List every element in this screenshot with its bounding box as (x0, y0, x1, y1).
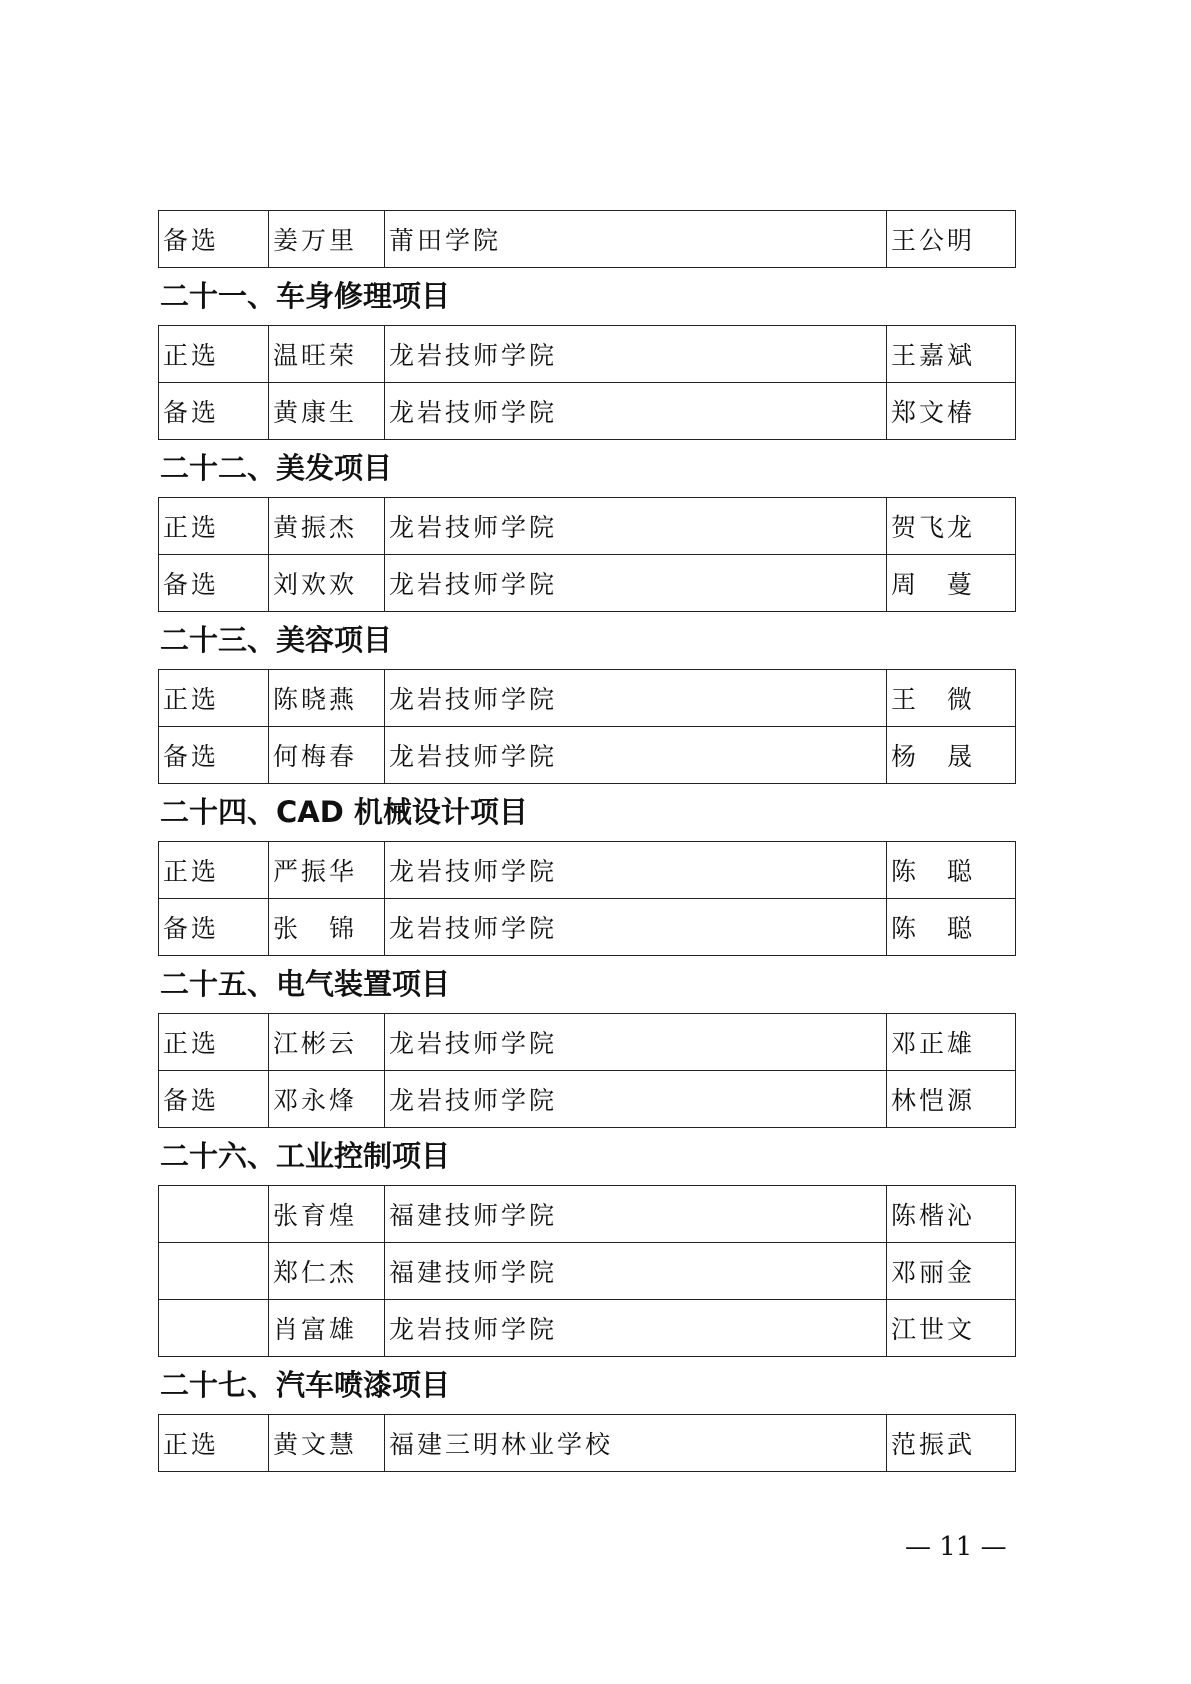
contestant-name-cell: 姜万里 (269, 211, 385, 268)
contestant-name-cell: 张育煌 (269, 1186, 385, 1243)
table-row (159, 383, 1016, 440)
coach-cell: 陈 聪 (887, 899, 1016, 956)
page-number: — 11 — (905, 1532, 1007, 1562)
contestant-name-cell: 何梅春 (269, 727, 385, 784)
coach-cell: 王嘉斌 (887, 326, 1016, 383)
school-cell: 龙岩技师学院 (385, 1071, 887, 1128)
coach-cell: 陈楷沁 (887, 1186, 1016, 1243)
school-cell: 福建技师学院 (385, 1243, 887, 1300)
contestant-name-cell: 肖富雄 (269, 1300, 385, 1357)
selection-status-cell (159, 1300, 269, 1357)
section-title: 二十一、车身修理项目 (160, 279, 451, 313)
table-row (159, 1014, 1016, 1071)
school-cell: 莆田学院 (385, 211, 887, 268)
coach-cell: 邓丽金 (887, 1243, 1016, 1300)
selection-status-cell (159, 1186, 269, 1243)
school-cell: 福建三明林业学校 (385, 1415, 887, 1472)
coach-cell: 王公明 (887, 211, 1016, 268)
table-row (159, 498, 1016, 555)
section-title: 二十六、工业控制项目 (160, 1139, 451, 1173)
section-title: 二十三、美容项目 (160, 623, 393, 657)
school-cell: 龙岩技师学院 (385, 670, 887, 727)
school-cell: 龙岩技师学院 (385, 326, 887, 383)
contestant-name-cell: 江彬云 (269, 1014, 385, 1071)
selection-status-cell: 正选 (159, 326, 269, 383)
contestant-name-cell: 黄康生 (269, 383, 385, 440)
roster-table (158, 1414, 1016, 1472)
roster-table (158, 841, 1016, 956)
contestant-name-cell: 张 锦 (269, 899, 385, 956)
school-cell: 龙岩技师学院 (385, 1014, 887, 1071)
school-cell: 龙岩技师学院 (385, 555, 887, 612)
school-cell: 龙岩技师学院 (385, 899, 887, 956)
coach-cell: 贺飞龙 (887, 498, 1016, 555)
contestant-name-cell: 郑仁杰 (269, 1243, 385, 1300)
selection-status-cell: 备选 (159, 727, 269, 784)
contestant-name-cell: 黄振杰 (269, 498, 385, 555)
table-row (159, 727, 1016, 784)
contestant-name-cell: 陈晓燕 (269, 670, 385, 727)
table-row (159, 555, 1016, 612)
roster-table (158, 497, 1016, 612)
school-cell: 龙岩技师学院 (385, 1300, 887, 1357)
table-row (159, 1071, 1016, 1128)
roster-table (158, 325, 1016, 440)
selection-status-cell: 正选 (159, 670, 269, 727)
selection-status-cell (159, 1243, 269, 1300)
coach-cell: 陈 聪 (887, 842, 1016, 899)
selection-status-cell: 备选 (159, 555, 269, 612)
roster-table (158, 1185, 1016, 1357)
contestant-name-cell: 严振华 (269, 842, 385, 899)
roster-table (158, 210, 1016, 268)
contestant-name-cell: 刘欢欢 (269, 555, 385, 612)
table-row (159, 1415, 1016, 1472)
table-row (159, 842, 1016, 899)
school-cell: 龙岩技师学院 (385, 383, 887, 440)
table-row (159, 670, 1016, 727)
selection-status-cell: 正选 (159, 1415, 269, 1472)
section-title: 二十四、CAD 机械设计项目 (160, 795, 528, 829)
page-content (158, 210, 1015, 1472)
school-cell: 龙岩技师学院 (385, 727, 887, 784)
selection-status-cell: 备选 (159, 1071, 269, 1128)
coach-cell: 邓正雄 (887, 1014, 1016, 1071)
school-cell: 福建技师学院 (385, 1186, 887, 1243)
contestant-name-cell: 黄文慧 (269, 1415, 385, 1472)
coach-cell: 江世文 (887, 1300, 1016, 1357)
section-title: 二十七、汽车喷漆项目 (160, 1368, 451, 1402)
coach-cell: 林恺源 (887, 1071, 1016, 1128)
coach-cell: 王 微 (887, 670, 1016, 727)
coach-cell: 范振武 (887, 1415, 1016, 1472)
section-title: 二十五、电气装置项目 (160, 967, 451, 1001)
coach-cell: 杨 晟 (887, 727, 1016, 784)
table-row (159, 899, 1016, 956)
selection-status-cell: 备选 (159, 899, 269, 956)
selection-status-cell: 正选 (159, 498, 269, 555)
contestant-name-cell: 邓永烽 (269, 1071, 385, 1128)
table-row (159, 1300, 1016, 1357)
section-title: 二十二、美发项目 (160, 451, 393, 485)
coach-cell: 郑文椿 (887, 383, 1016, 440)
table-row (159, 1243, 1016, 1300)
table-row (159, 326, 1016, 383)
roster-table (158, 669, 1016, 784)
table-row (159, 1186, 1016, 1243)
school-cell: 龙岩技师学院 (385, 842, 887, 899)
selection-status-cell: 正选 (159, 1014, 269, 1071)
contestant-name-cell: 温旺荣 (269, 326, 385, 383)
selection-status-cell: 备选 (159, 383, 269, 440)
roster-table (158, 1013, 1016, 1128)
school-cell: 龙岩技师学院 (385, 498, 887, 555)
coach-cell: 周 蔓 (887, 555, 1016, 612)
selection-status-cell: 备选 (159, 211, 269, 268)
table-row (159, 211, 1016, 268)
selection-status-cell: 正选 (159, 842, 269, 899)
